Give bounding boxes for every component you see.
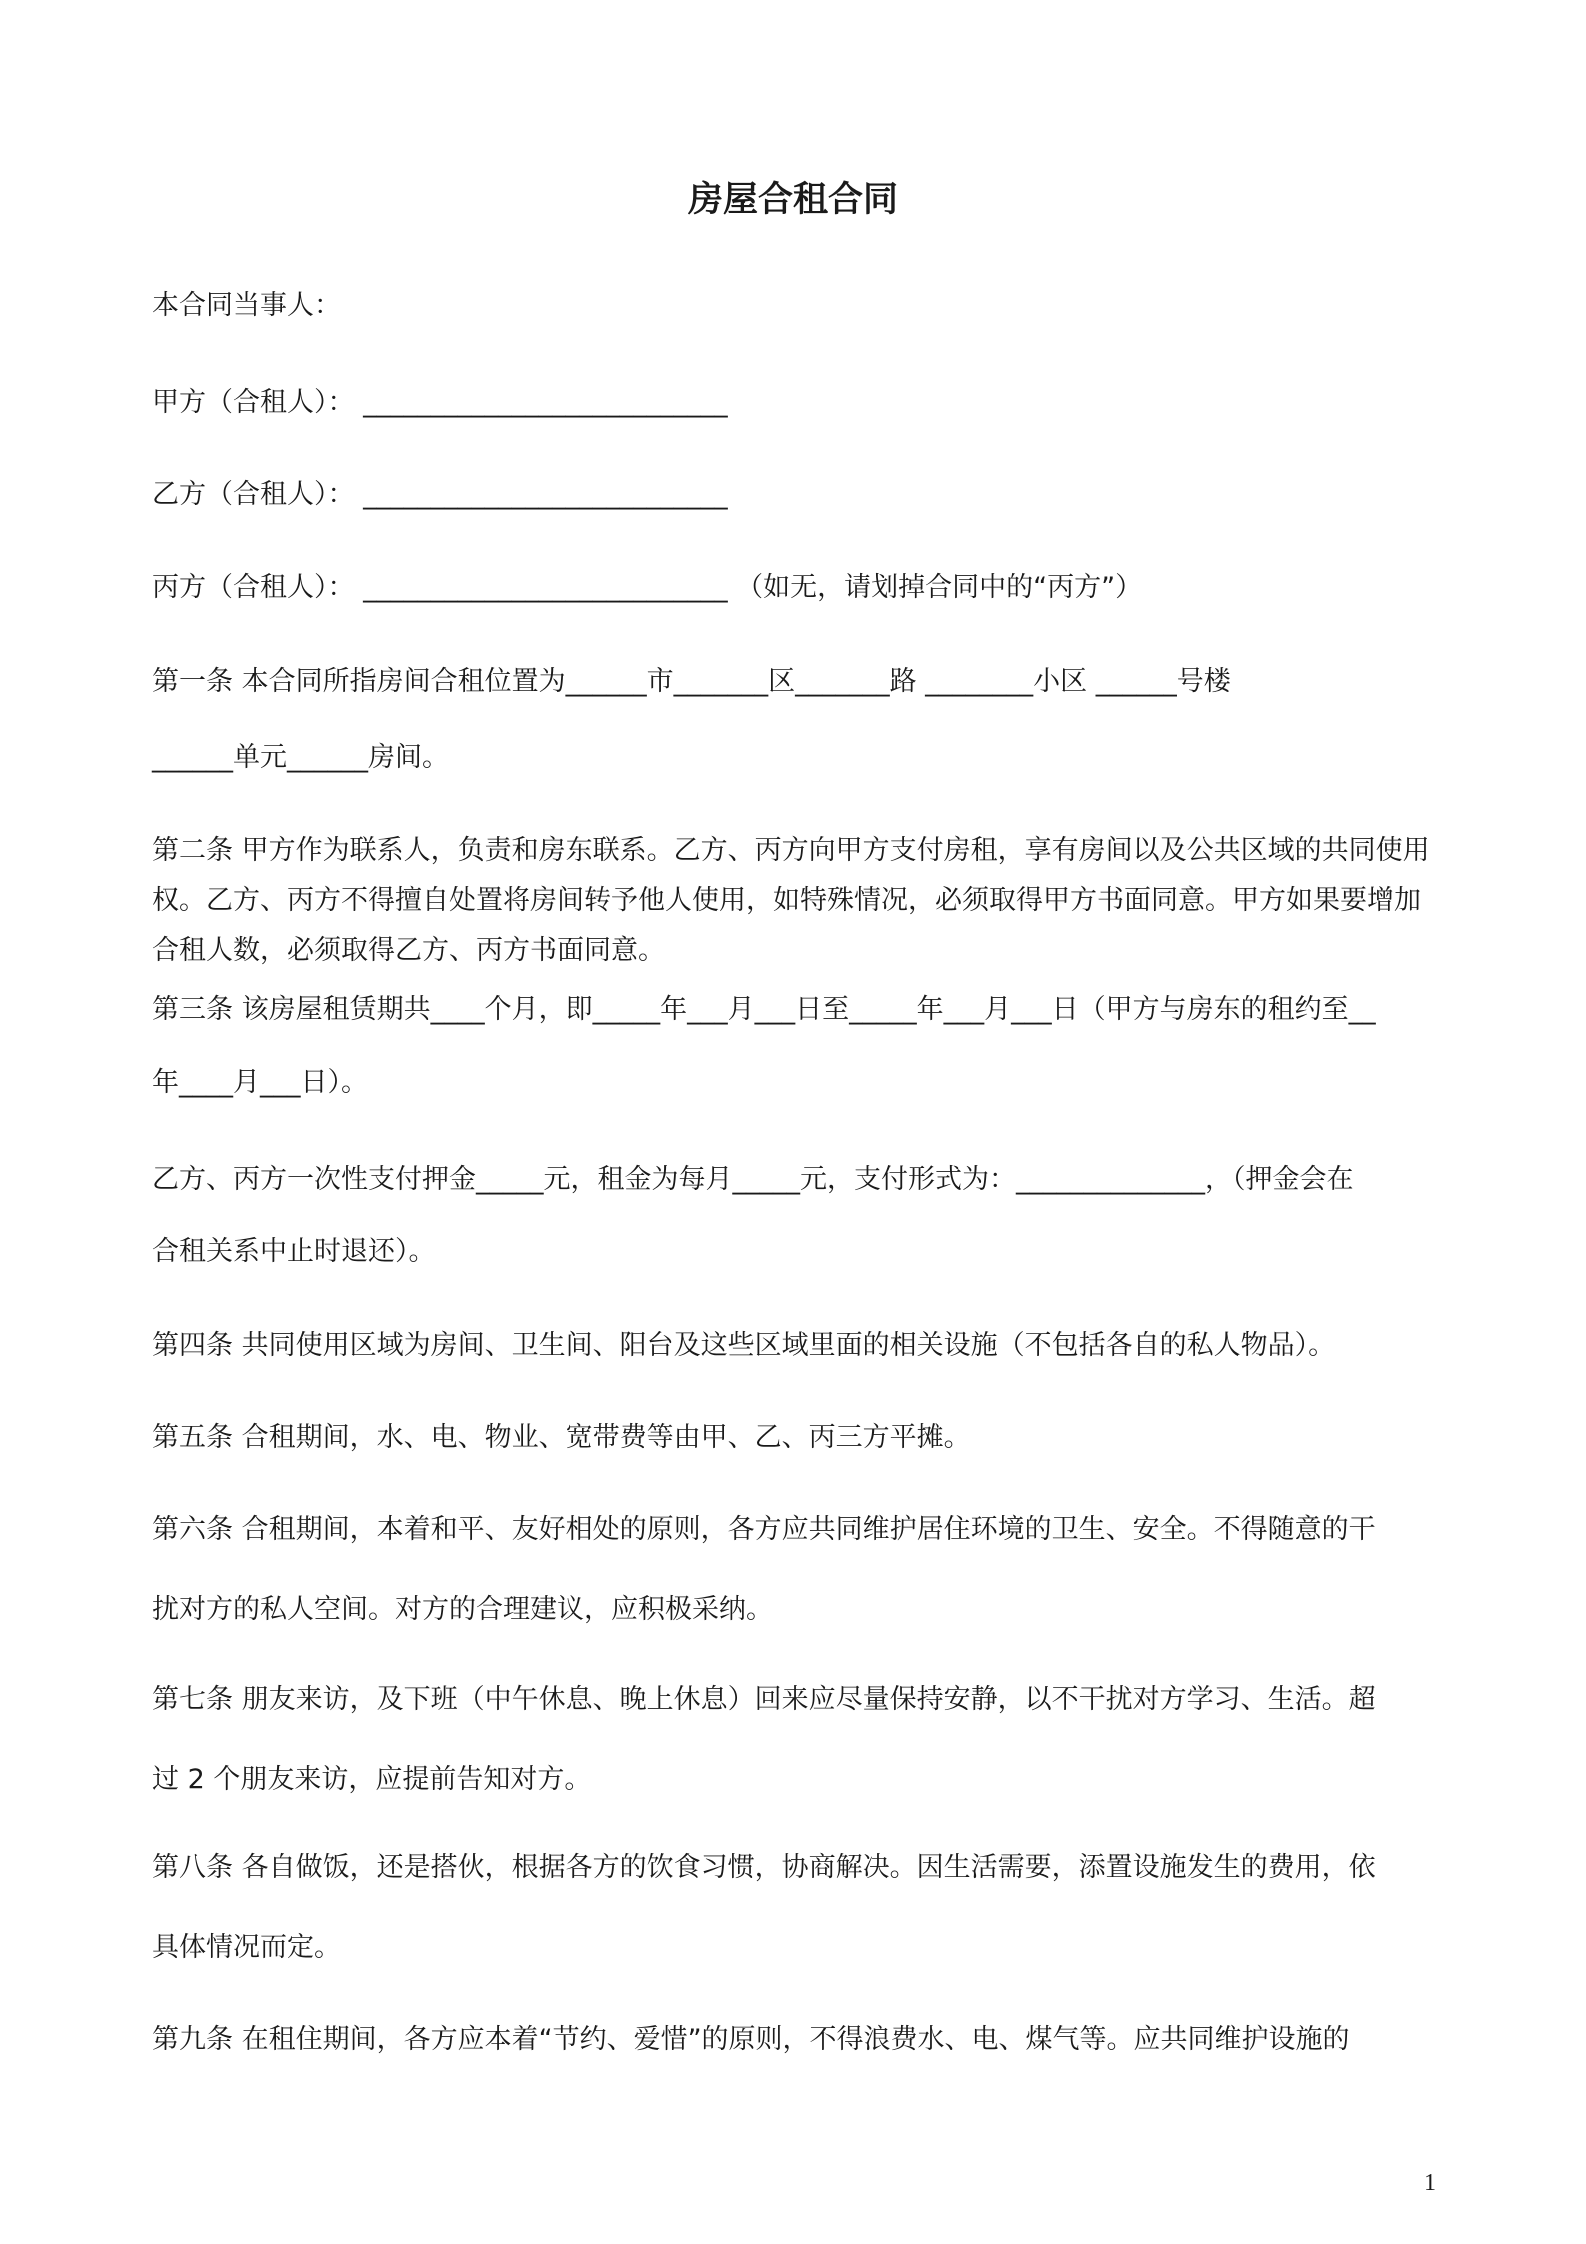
party-b-line: 乙方（合租人）： ___________________________ — [152, 479, 728, 510]
article-1-line-1: 第一条 本合同所指房间合租位置为______市_______区_______路 ________小区 ______号楼 — [152, 666, 1231, 697]
article-7-line-1: 第七条 朋友来访，及下班（中午休息、晚上休息）回来应尽量保持安静，以不干扰对方学习、生活。超 — [152, 1684, 1376, 1715]
deposit-line-2: 合租关系中止时退还）。 — [152, 1236, 436, 1267]
document-title: 房屋合租合同 — [687, 180, 898, 220]
page-number: 1 — [1424, 2170, 1436, 2196]
party-c-line: 丙方（合租人）： ___________________________ （如无，请划掉合同中的“丙方”） — [152, 572, 1143, 603]
article-1-line-2: ______单元______房间。 — [152, 742, 449, 773]
article-3-line-1: 第三条 该房屋租赁期共____个月，即_____年___月___日至_____年___月___日（甲方与房东的租约至__ — [152, 994, 1376, 1025]
article-9-line-1: 第九条 在租住期间，各方应本着“节约、爱惜”的原则，不得浪费水、电、煤气等。应共同维护设施的 — [152, 2024, 1350, 2055]
party-a-line: 甲方（合租人）： ___________________________ — [152, 387, 728, 418]
article-4: 第四条 共同使用区域为房间、卫生间、阳台及这些区域里面的相关设施（不包括各自的私人物品）。 — [152, 1330, 1336, 1361]
article-3-line-2: 年____月___日）。 — [152, 1067, 368, 1098]
article-6-line-1: 第六条 合租期间，本着和平、友好相处的原则，各方应共同维护居住环境的卫生、安全。不得随意的干 — [152, 1514, 1376, 1545]
article-7-line-2: 过 2 个朋友来访，应提前告知对方。 — [152, 1764, 592, 1795]
article-2: 第二条 甲方作为联系人，负责和房东联系。乙方、丙方向甲方支付房租，享有房间以及公共区域的共同使用权。乙方、丙方不得擅自处置将房间转予他人使用，如特殊情况，必须取得甲方书面同意。甲方如果要增加合租人数，必须取得乙方、丙方书面同意。 — [152, 835, 1430, 966]
article-6-line-2: 扰对方的私人空间。对方的合理建议，应积极采纳。 — [152, 1594, 773, 1625]
article-8-line-2: 具体情况而定。 — [152, 1932, 341, 1963]
article-5: 第五条 合租期间，水、电、物业、宽带费等由甲、乙、丙三方平摊。 — [152, 1422, 971, 1453]
article-8-line-1: 第八条 各自做饭，还是搭伙，根据各方的饮食习惯，协商解决。因生活需要，添置设施发生的费用，依 — [152, 1852, 1376, 1883]
parties-intro: 本合同当事人： — [152, 290, 341, 321]
deposit-line-1: 乙方、丙方一次性支付押金_____元，租金为每月_____元，支付形式为：______________，（押金会在 — [152, 1164, 1354, 1195]
